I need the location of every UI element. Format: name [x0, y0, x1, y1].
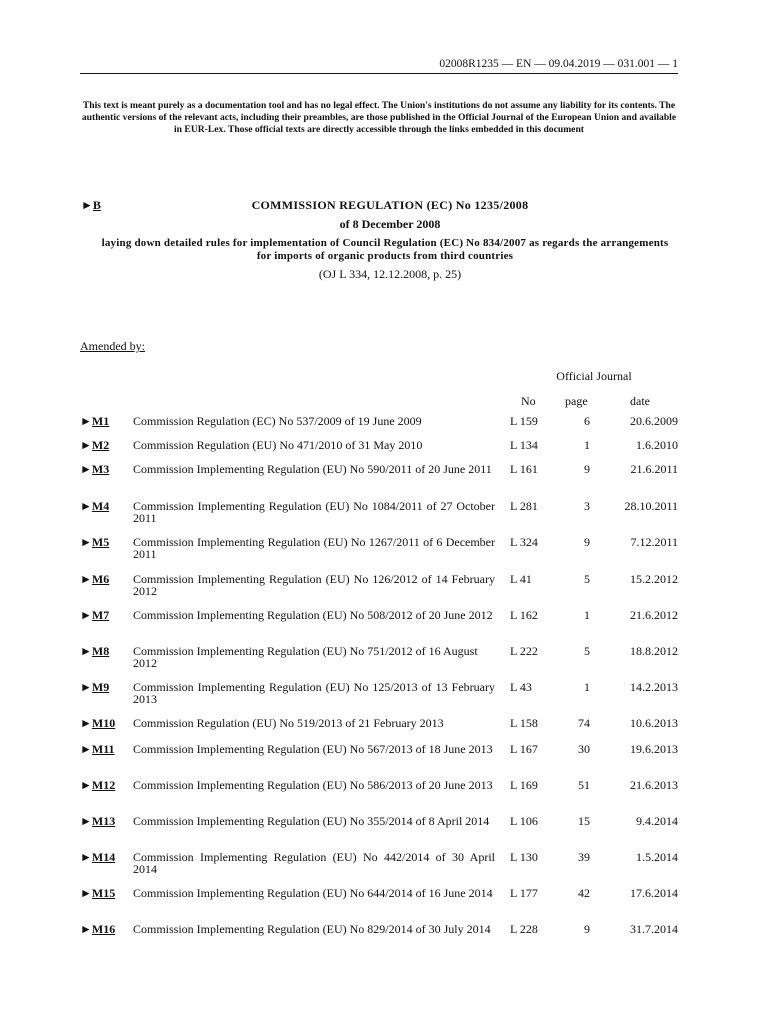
amendment-marker-link[interactable]: M12: [91, 778, 116, 792]
oj-page: 51: [578, 778, 590, 792]
amendment-marker-link[interactable]: M9: [91, 680, 110, 694]
amendment-marker[interactable]: [80, 887, 115, 899]
oj-date: 10.6.2013: [630, 716, 678, 730]
arrow-icon: ►: [80, 462, 92, 476]
oj-date: 9.4.2014: [636, 814, 678, 828]
arrow-icon: ►: [80, 535, 92, 549]
amendment-marker[interactable]: [80, 923, 115, 935]
amendment-marker-link[interactable]: M15: [91, 886, 116, 900]
arrow-icon: ►: [80, 886, 92, 900]
arrow-icon: ►: [81, 198, 93, 212]
oj-date: 20.6.2009: [630, 414, 678, 428]
amendment-marker-link[interactable]: M2: [91, 438, 110, 452]
amendment-marker-link[interactable]: M16: [91, 922, 116, 936]
oj-number: L 324: [510, 535, 538, 549]
oj-page: 9: [584, 535, 590, 549]
column-header-page: page: [565, 394, 588, 408]
amendment-description: Commission Implementing Regulation (EU) No 590/2011 of 20 June 2011: [133, 462, 492, 476]
amendment-marker[interactable]: [80, 536, 109, 548]
amendment-description: Commission Implementing Regulation (EU) No 508/2012 of 20 June 2012: [133, 608, 493, 622]
amended-by-label: Amended by:: [80, 339, 145, 353]
oj-page: 1: [584, 680, 590, 694]
amendment-description: Commission Implementing Regulation (EU) No 567/2013 of 18 June 2013: [133, 742, 493, 756]
oj-number: L 159: [510, 414, 538, 428]
oj-page: 15: [578, 814, 590, 828]
oj-number: L 106: [510, 814, 538, 828]
regulation-oj-reference: (OJ L 334, 12.12.2008, p. 25): [318, 267, 462, 281]
amendment-marker[interactable]: [80, 573, 109, 585]
amendment-marker-link[interactable]: M5: [91, 535, 110, 549]
oj-page: 1: [584, 438, 590, 452]
amendment-marker-link[interactable]: M6: [91, 572, 110, 586]
amendment-marker-link[interactable]: M10: [91, 716, 116, 730]
amendment-description: Commission Implementing Regulation (EU) No 355/2014 of 8 April 2014: [133, 814, 490, 828]
oj-page: 6: [584, 414, 590, 428]
base-marker-link[interactable]: B: [92, 198, 101, 212]
amendment-description: Commission Implementing Regulation (EU) No 1267/2011 of 6 December 2011: [133, 535, 495, 561]
oj-number: L 43: [510, 680, 532, 694]
oj-page: 5: [584, 644, 590, 658]
document-reference: 02008R1235 — EN — 09.04.2019 — 031.001 — 1: [80, 58, 678, 74]
arrow-icon: ►: [80, 716, 92, 730]
arrow-icon: ►: [80, 572, 92, 586]
oj-page: 30: [578, 742, 590, 756]
oj-date: 18.8.2012: [630, 644, 678, 658]
amendment-marker[interactable]: [80, 717, 115, 729]
oj-page: 9: [584, 922, 590, 936]
amendment-marker[interactable]: [80, 851, 115, 863]
amendment-marker-link[interactable]: M7: [91, 608, 110, 622]
amendment-marker[interactable]: [80, 500, 109, 512]
amendment-marker-link[interactable]: M1: [91, 414, 110, 428]
amendment-marker-link[interactable]: M13: [91, 814, 116, 828]
arrow-icon: ►: [80, 608, 92, 622]
amendment-description: Commission Implementing Regulation (EU) No 442/2014 of 30 April 2014: [133, 850, 495, 876]
amendment-description: Commission Regulation (EU) No 519/2013 of 21 February 2013: [133, 716, 444, 730]
oj-date: 19.6.2013: [630, 742, 678, 756]
arrow-icon: ►: [80, 644, 92, 658]
amendment-description: Commission Implementing Regulation (EU) No 751/2012 of 16 August 2012: [133, 644, 478, 670]
oj-date: 1.5.2014: [636, 850, 678, 864]
regulation-title: COMMISSION REGULATION (EC) No 1235/2008: [251, 198, 529, 212]
amendment-marker[interactable]: [80, 779, 115, 791]
oj-date: 28.10.2011: [624, 499, 678, 513]
oj-number: L 222: [510, 644, 538, 658]
oj-number: L 41: [510, 572, 532, 586]
amendment-marker-link[interactable]: M8: [91, 644, 110, 658]
amendment-marker-link[interactable]: M11: [91, 742, 115, 756]
arrow-icon: ►: [80, 414, 92, 428]
amendment-description: Commission Regulation (EU) No 471/2010 of 31 May 2010: [133, 438, 423, 452]
oj-date: 17.6.2014: [630, 886, 678, 900]
legal-disclaimer: This text is meant purely as a documentation tool and has no legal effect. The Union's institutions do not assume any liability for its contents. The authentic versions of the relevant acts, including their preambles, are those published in the Official Journal of the European Union and available in EUR-Lex. Those official texts are directly accessible through the links embedded in this document: [81, 100, 677, 135]
arrow-icon: ►: [80, 850, 92, 864]
oj-page: 9: [584, 462, 590, 476]
amendment-marker[interactable]: [80, 415, 109, 427]
amendment-description: Commission Implementing Regulation (EU) No 126/2012 of 14 February 2012: [133, 572, 495, 598]
amendment-marker[interactable]: [80, 463, 109, 475]
oj-number: L 177: [510, 886, 538, 900]
oj-date: 21.6.2011: [630, 462, 678, 476]
oj-number: L 161: [510, 462, 538, 476]
oj-page: 3: [584, 499, 590, 513]
arrow-icon: ►: [80, 438, 92, 452]
amendment-description: Commission Implementing Regulation (EU) No 125/2013 of 13 February 2013: [133, 680, 495, 706]
arrow-icon: ►: [80, 922, 92, 936]
oj-date: 15.2.2012: [630, 572, 678, 586]
regulation-subject: laying down detailed rules for implementation of Council Regulation (EC) No 834/2007 as regards the arrangements for imports of organic products from third countries: [101, 237, 669, 262]
amendment-marker-link[interactable]: M14: [91, 850, 116, 864]
oj-number: L 162: [510, 608, 538, 622]
oj-number: L 130: [510, 850, 538, 864]
base-marker[interactable]: [81, 198, 101, 213]
arrow-icon: ►: [80, 814, 92, 828]
amendment-description: Commission Regulation (EC) No 537/2009 of 19 June 2009: [133, 414, 422, 428]
oj-date: 31.7.2014: [630, 922, 678, 936]
amendment-marker[interactable]: [80, 681, 109, 693]
oj-date: 1.6.2010: [636, 438, 678, 452]
amendment-marker[interactable]: [80, 815, 115, 827]
oj-number: L 167: [510, 742, 538, 756]
amendment-marker[interactable]: [80, 439, 109, 451]
oj-date: 14.2.2013: [630, 680, 678, 694]
amendment-marker[interactable]: [80, 645, 109, 657]
oj-page: 5: [584, 572, 590, 586]
oj-page: 1: [584, 608, 590, 622]
regulation-date: of 8 December 2008: [339, 217, 441, 231]
amendment-description: Commission Implementing Regulation (EU) No 829/2014 of 30 July 2014: [133, 922, 491, 936]
arrow-icon: ►: [80, 499, 92, 513]
oj-number: L 281: [510, 499, 538, 513]
oj-page: 74: [578, 716, 590, 730]
amendment-marker[interactable]: [80, 743, 115, 755]
oj-date: 21.6.2013: [630, 778, 678, 792]
column-header-no: No: [521, 394, 536, 408]
oj-page: 39: [578, 850, 590, 864]
amendment-description: Commission Implementing Regulation (EU) No 644/2014 of 16 June 2014: [133, 886, 493, 900]
oj-number: L 158: [510, 716, 538, 730]
oj-number: L 228: [510, 922, 538, 936]
arrow-icon: ►: [80, 778, 92, 792]
oj-page: 42: [578, 886, 590, 900]
amendment-marker[interactable]: [80, 609, 109, 621]
oj-date: 7.12.2011: [630, 535, 678, 549]
amendment-marker-link[interactable]: M4: [91, 499, 110, 513]
column-header-date: date: [630, 394, 650, 408]
arrow-icon: ►: [80, 680, 92, 694]
amendment-description: Commission Implementing Regulation (EU) No 586/2013 of 20 June 2013: [133, 778, 493, 792]
amendment-description: Commission Implementing Regulation (EU) No 1084/2011 of 27 October 2011: [133, 499, 495, 525]
oj-number: L 134: [510, 438, 538, 452]
official-journal-heading: Official Journal: [556, 369, 632, 383]
arrow-icon: ►: [80, 742, 92, 756]
amendment-marker-link[interactable]: M3: [91, 462, 110, 476]
oj-date: 21.6.2012: [630, 608, 678, 622]
oj-number: L 169: [510, 778, 538, 792]
